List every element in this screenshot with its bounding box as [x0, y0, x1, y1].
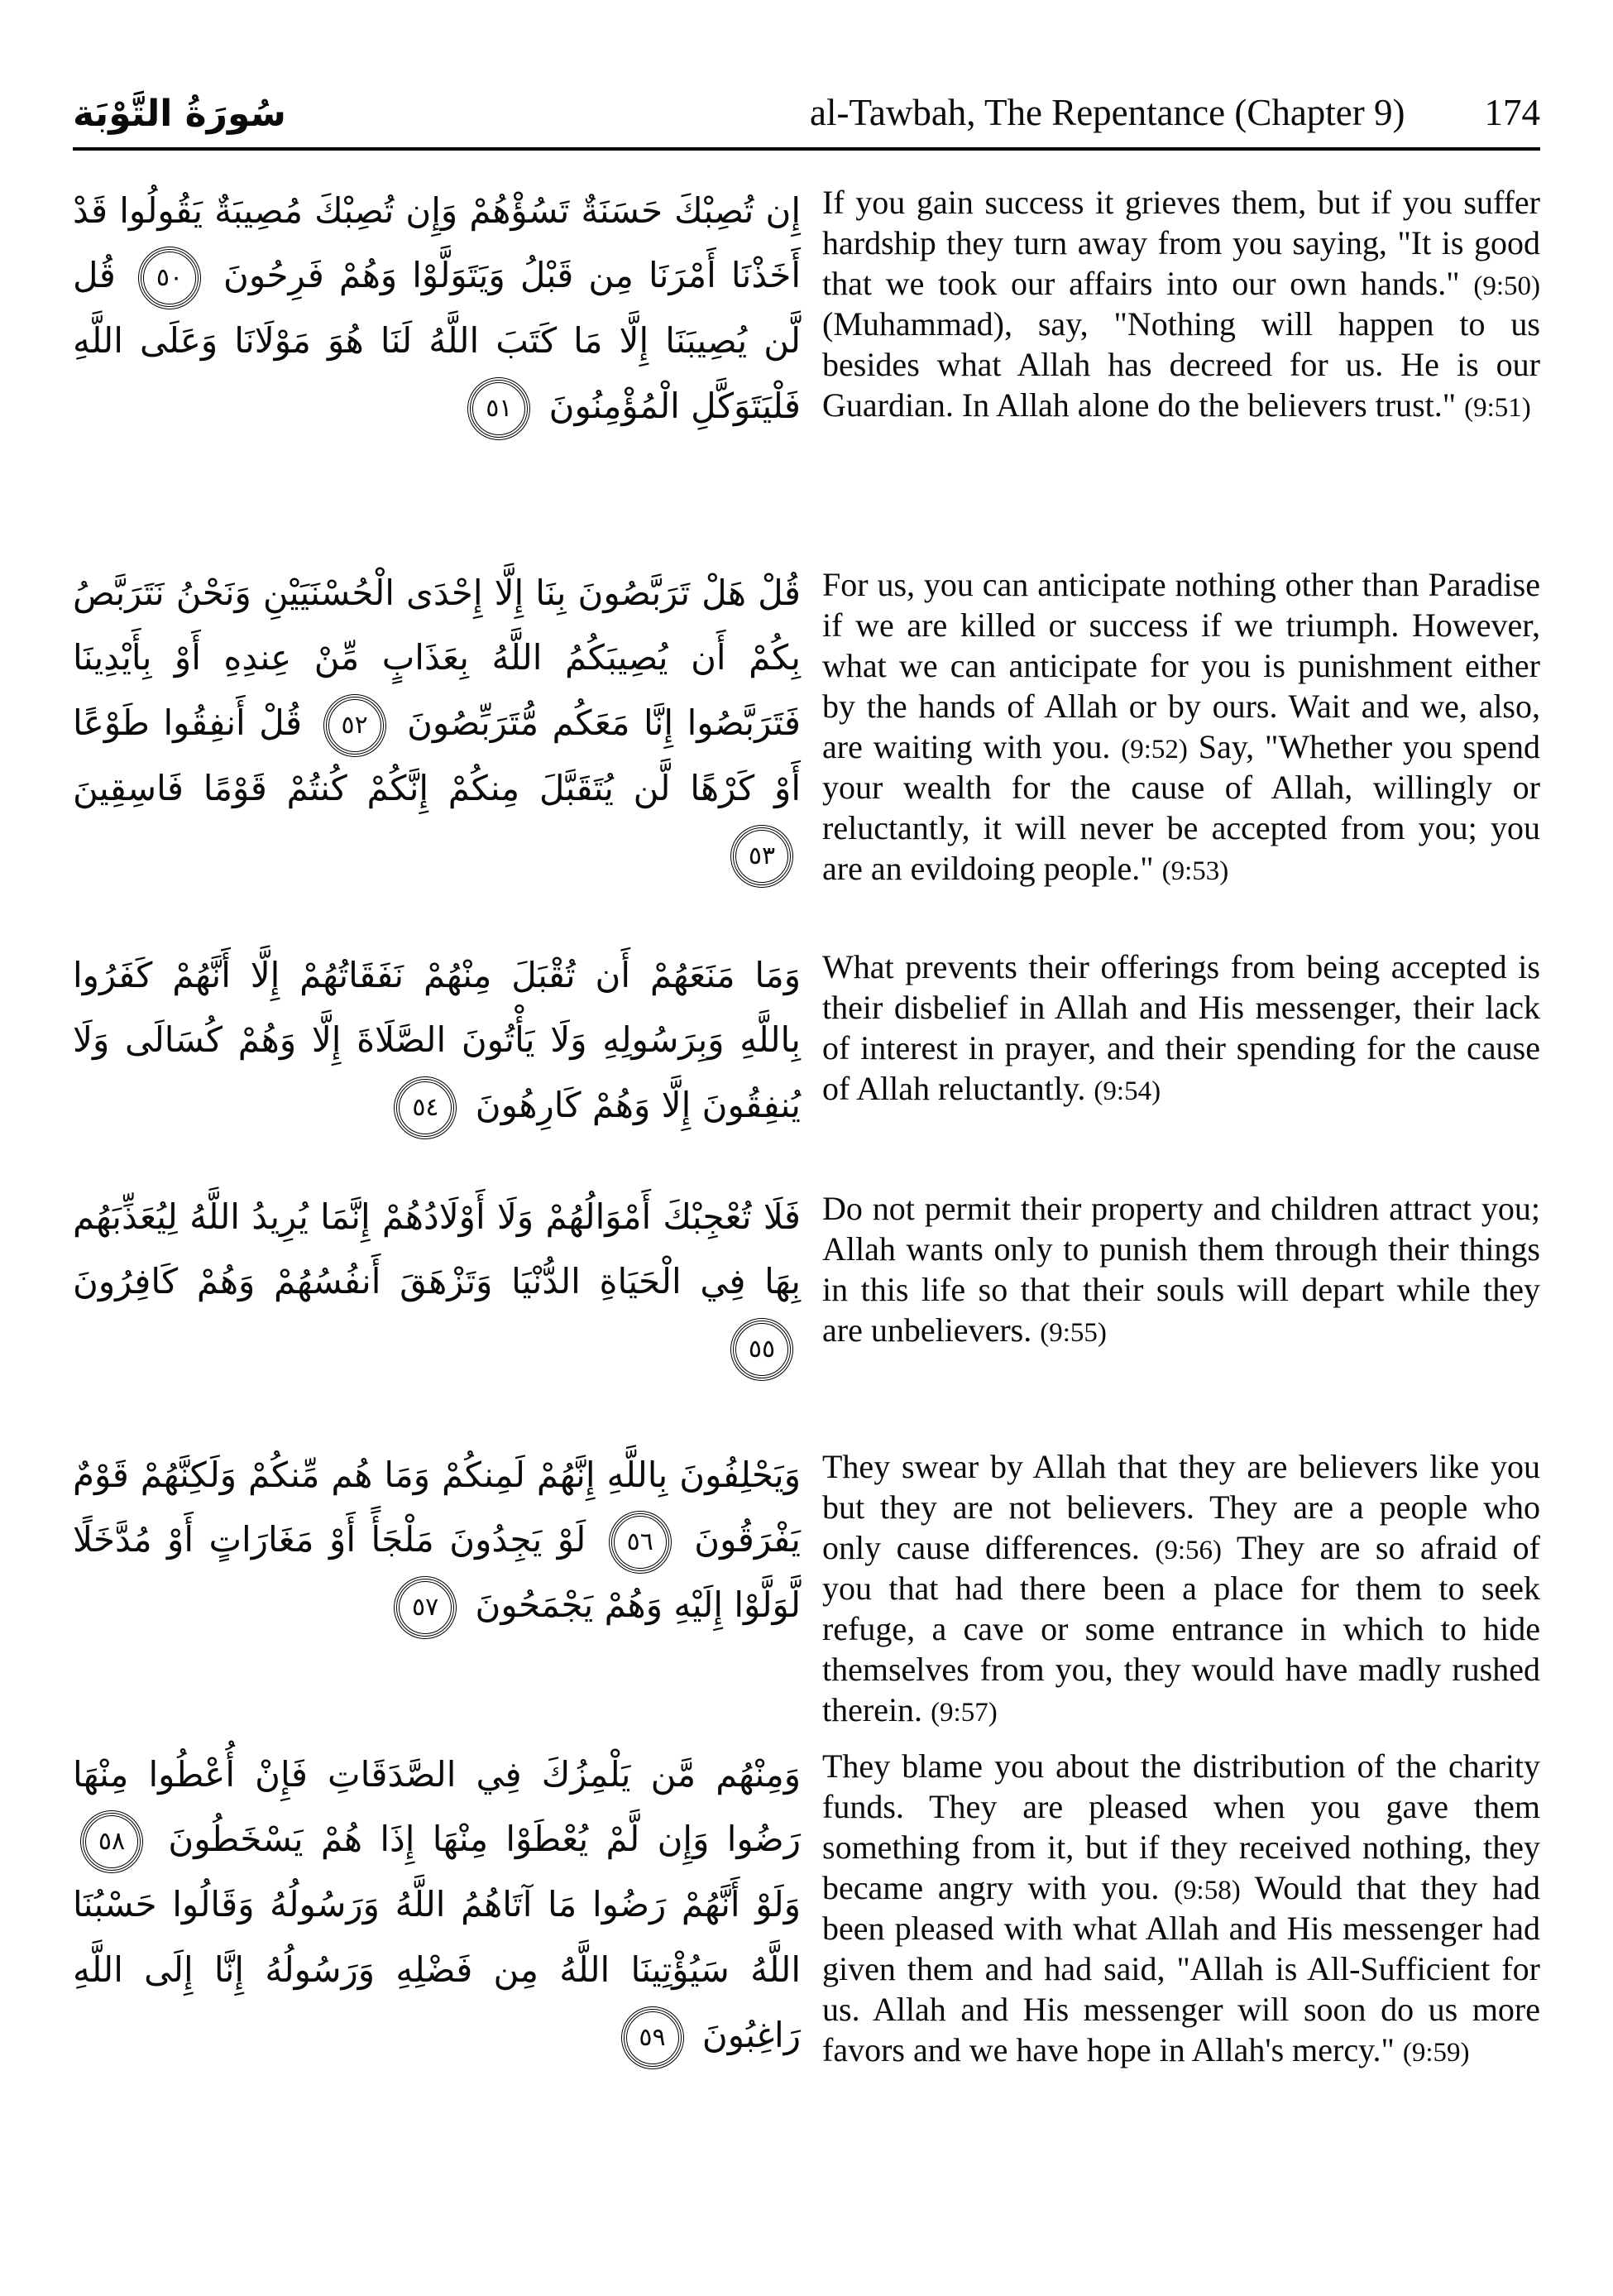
arabic-verse-text: فَلَا تُعْجِبْكَ أَمْوَالُهُمْ وَلَا أَوْلَادُهُمْ إِنَّمَا يُرِيدُ اللَّهُ لِيُعَذِّبَهُم بِهَا فِي الْحَيَاةِ الدُّنْيَا وَتَزْهَقَ أَنفُسُهُمْ وَهُمْ كَافِرُونَ [73, 1196, 801, 1302]
ayah-end-marker [733, 1321, 791, 1378]
translation-paragraph-54: What prevents their offerings from being accepted is their disbelief in Allah and His messenger, their lack of interest in prayer, and their spending for the cause of Allah reluctantly. (9:54) [822, 947, 1540, 1107]
surah-calligraphy-stamp: سُورَةُ التَّوْبَة [73, 92, 286, 135]
ayah-number: ٥٨ [98, 1826, 126, 1856]
header-divider [73, 147, 1540, 151]
ayah-number: ٥٣ [748, 841, 776, 870]
arabic-verse-block-52-53 [73, 553, 801, 935]
ayah-end-marker [396, 1579, 454, 1637]
page-number: 174 [1484, 92, 1540, 133]
translation-paragraph-52-53: For us, you can anticipate nothing other than Paradise if we are killed or success if we triumph. However, what we can anticipate for you is punishment either by the hands of Allah or by ours. Wait and we, also, are waiting with you. (9:52) Say, "Whether you spend your wealth for the cause of Allah, willingly or reluctantly, it will never be accepted from you; you are an evildoing people." (9:53) [822, 565, 1541, 887]
ayah-number: ٥١ [486, 393, 513, 423]
ayah-end-marker [611, 1513, 669, 1571]
ayah-number: ٥٤ [412, 1092, 439, 1122]
two-column-content [73, 170, 1540, 2070]
arabic-verse-block-56-57 [73, 1435, 801, 1734]
arabic-verse-text: وَمَا مَنَعَهُمْ أَن تُقْبَلَ مِنْهُمْ نَفَقَاتُهُمْ إِلَّا أَنَّهُمْ كَفَرُوا بِاللَّهِ وَبِرَسُولِهِ وَلَا يَأْتُونَ الصَّلَاةَ إِلَّا وَهُمْ كُسَالَى وَلَا يُنفِقُونَ إِلَّا وَهُمْ كَارِهُونَ [73, 954, 801, 1126]
ayah-end-marker [396, 1079, 454, 1137]
ayah-number: ٥٠ [156, 262, 184, 292]
ayah-number: ٥٥ [748, 1334, 776, 1364]
arabic-verse-block-50-51 [73, 170, 801, 553]
arabic-verse-block-54 [73, 935, 801, 1177]
ayah-number: ٥٩ [639, 2022, 666, 2052]
translation-paragraph-50-51: If you gain success it grieves them, but if you suffer hardship they turn away from you saying, "It is good that we took our affairs into our own hands." (9:50) (Muhammad), say, "Nothing will happen to us besides what Allah has decreed for us. He is our Guardian. In Allah alone do the believers trust." (9:51) [822, 183, 1540, 424]
ayah-number: ٥٢ [341, 710, 368, 740]
arabic-verse-text: قُلْ هَلْ تَرَبَّصُونَ بِنَا إِلَّا إِحْدَى الْحُسْنَيَيْنِ وَنَحْنُ نَتَرَبَّصُ بِكُمْ أَن يُصِيبَكُمُ اللَّهُ بِعَذَابٍ مِّنْ عِندِهِ أَوْ بِأَيْدِينَا فَتَرَبَّصُوا إِنَّا مَعَكُم مُّتَرَبِّصُونَ [73, 572, 801, 744]
arabic-verse-text: قُل لَّن يُصِيبَنَا إِلَّا مَا كَتَبَ اللَّهُ لَنَا هُوَ مَوْلَانَا وَعَلَى اللَّهِ فَلْيَتَوَكَّلِ الْمُؤْمِنُونَ [73, 255, 801, 427]
ayah-end-marker [733, 827, 791, 885]
header-right [810, 93, 1540, 134]
ayah-end-marker [141, 249, 199, 307]
translation-paragraph-56-57: They swear by Allah that they are believers like you but they are not believers. They are a people who only cause differences. (9:56) They are so afraid of you that had there been a place for them to seek refuge, a cave or some entrance in which to hide themselves from you, they would have madly rushed therein. (9:57) [822, 1447, 1540, 1728]
arabic-verse-text: قُلْ أَنفِقُوا طَوْعًا أَوْ كَرْهًا لَّن يُتَقَبَّلَ مِنكُمْ إِنَّكُمْ كُنتُمْ قَوْمًا فَاسِقِينَ [73, 702, 801, 809]
translation-paragraph-58-59: They blame you about the distribution of the charity funds. They are pleased when you gave them something from it, but if they received nothing, they became angry with you. (9:58) Would that they had been pleased with what Allah and His messenger had given them and had said, "Allah is All-Sufficient for us. Allah and His messenger will soon do us more favors and we have hope in Allah's mercy." (9:59) [822, 1747, 1540, 2068]
ayah-end-marker [83, 1813, 141, 1871]
arabic-verse-text: وَيَحْلِفُونَ بِاللَّهِ إِنَّهُمْ لَمِنكُمْ وَمَا هُم مِّنكُمْ وَلَكِنَّهُمْ قَوْمٌ يَفْرَقُونَ [73, 1454, 801, 1560]
page-header [73, 0, 1540, 134]
translation-paragraph-55: Do not permit their property and children attract you; Allah wants only to punish them through their things in this life so that their souls will depart while they are unbelievers. (9:55) [822, 1189, 1540, 1349]
arabic-verse-text: وَلَوْ أَنَّهُمْ رَضُوا مَا آتَاهُمُ اللَّهُ وَرَسُولُهُ وَقَالُوا حَسْبُنَا اللَّهُ سَيُؤْتِينَا اللَّهُ مِن فَضْلِهِ وَرَسُولُهُ إِنَّا إِلَى اللَّهِ رَاغِبُونَ [73, 1884, 801, 2056]
arabic-verse-text: إِن تُصِبْكَ حَسَنَةٌ تَسُؤْهُمْ وَإِن تُصِبْكَ مُصِيبَةٌ يَقُولُوا قَدْ أَخَذْنَا أَمْرَنَا مِن قَبْلُ وَيَتَوَلَّوْا وَهُمْ فَرِحُونَ [73, 189, 801, 296]
arabic-verse-block-55 [73, 1177, 801, 1435]
arabic-verse-text: وَمِنْهُم مَّن يَلْمِزُكَ فِي الصَّدَقَاتِ فَإِنْ أُعْطُوا مِنْهَا رَضُوا وَإِن لَّمْ يُعْطَوْا مِنْهَا إِذَا هُمْ يَسْخَطُونَ [73, 1753, 802, 1860]
ayah-end-marker [624, 2009, 682, 2067]
ayah-end-marker [470, 380, 528, 438]
ayah-number: ٥٧ [412, 1592, 439, 1622]
arabic-verse-text: لَوْ يَجِدُونَ مَلْجَأً أَوْ مَغَارَاتٍ أَوْ مُدَّخَلًا لَّوَلَّوْا إِلَيْهِ وَهُمْ يَجْمَحُونَ [73, 1519, 801, 1626]
chapter-title: al-Tawbah, The Repentance (Chapter 9) [810, 92, 1405, 133]
ayah-number: ٥٦ [626, 1527, 653, 1556]
ayah-end-marker [326, 697, 384, 755]
arabic-verse-block-58-59 [73, 1734, 801, 2070]
